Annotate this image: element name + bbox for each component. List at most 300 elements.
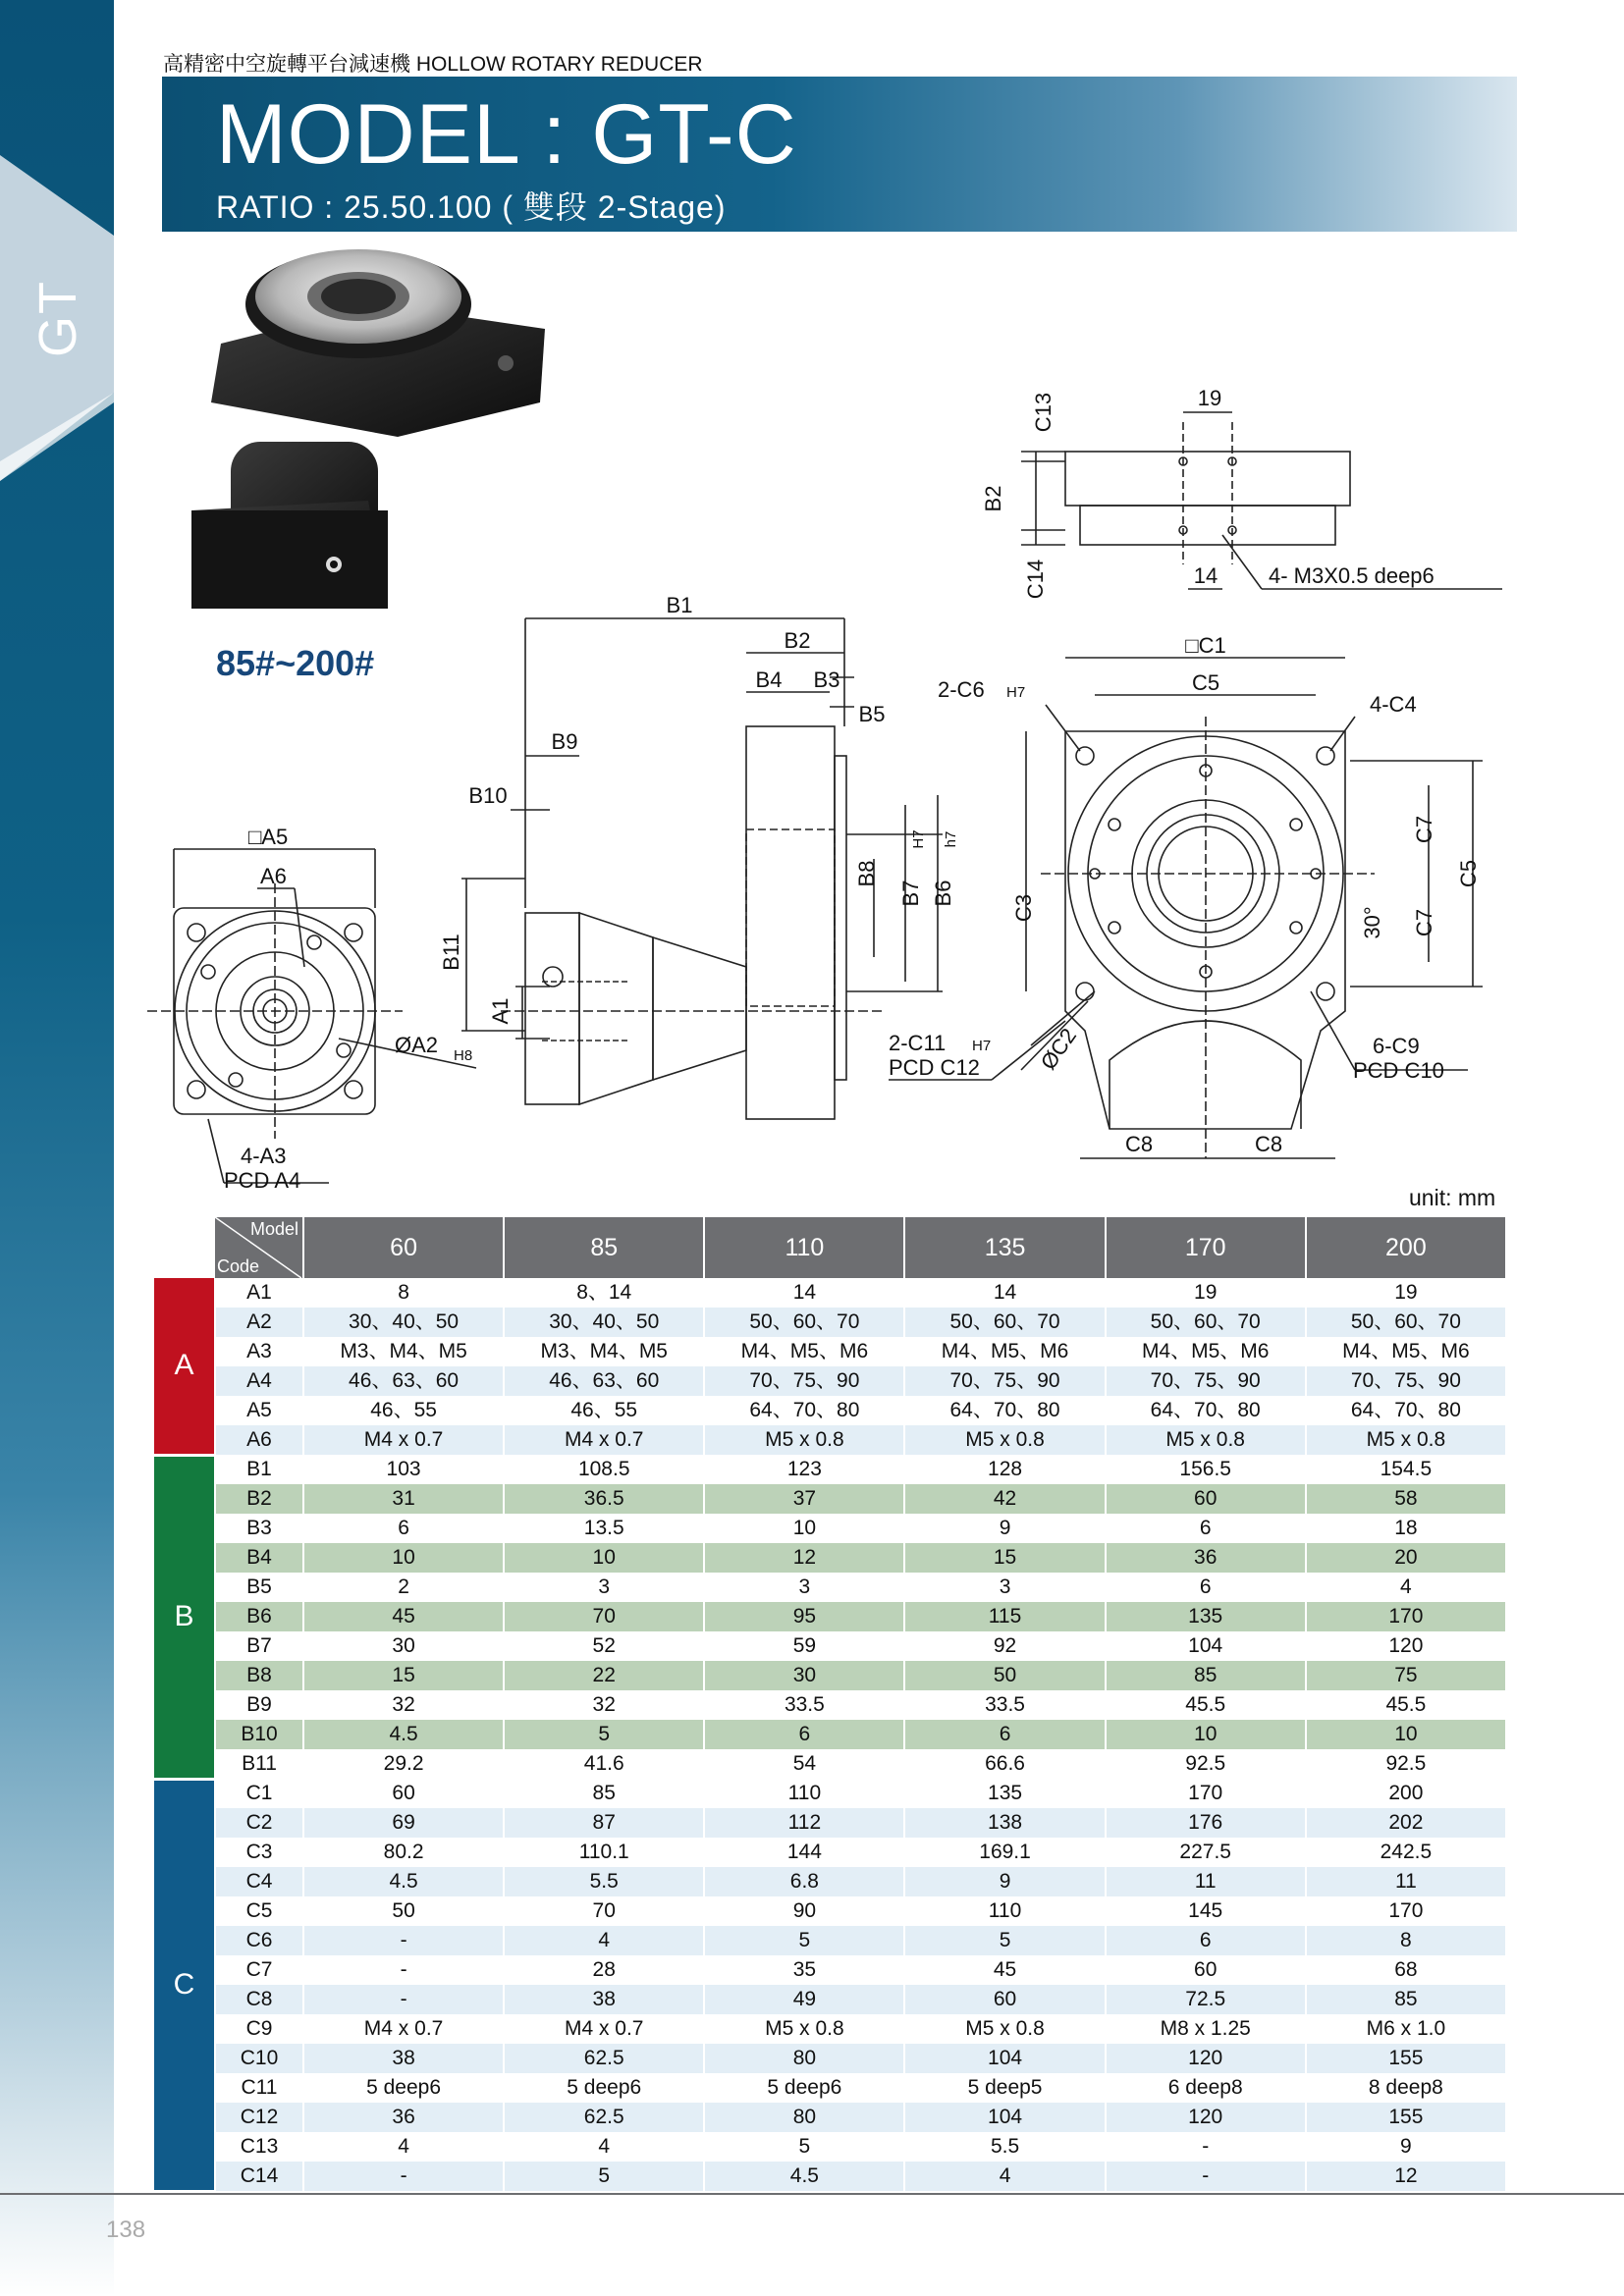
dim-a5-label: □A5 bbox=[248, 825, 289, 849]
row-code: B8 bbox=[215, 1661, 303, 1690]
header-corner bbox=[215, 1217, 303, 1278]
cell-value: 70、75、90 bbox=[704, 1366, 904, 1396]
cell-value: M5 x 0.8 bbox=[904, 1425, 1105, 1455]
cell-value: 45.5 bbox=[1106, 1690, 1306, 1720]
cell-value: 138 bbox=[904, 1808, 1105, 1838]
cell-value: 85 bbox=[1106, 1661, 1306, 1690]
header-blank bbox=[154, 1217, 215, 1278]
row-code: A3 bbox=[215, 1337, 303, 1366]
cell-value: 60 bbox=[1106, 1955, 1306, 1985]
cell-value: 176 bbox=[1106, 1808, 1306, 1838]
table-row bbox=[154, 1779, 1506, 1808]
cell-value: 92.5 bbox=[1306, 1749, 1506, 1779]
cell-value: 45 bbox=[303, 1602, 504, 1631]
cell-value: 170 bbox=[1306, 1602, 1506, 1631]
table-row bbox=[154, 2132, 1506, 2162]
right-view-labels bbox=[889, 633, 1481, 1156]
cell-value: 70、75、90 bbox=[1106, 1366, 1306, 1396]
corner-model-label: Model bbox=[249, 1219, 298, 1239]
cell-value: 6.8 bbox=[704, 1867, 904, 1896]
cell-value: M5 x 0.8 bbox=[1306, 1425, 1506, 1455]
cell-value: 115 bbox=[904, 1602, 1105, 1631]
row-code: A1 bbox=[215, 1278, 303, 1308]
cell-value: 4 bbox=[504, 2132, 704, 2162]
cell-value: 170 bbox=[1106, 1779, 1306, 1808]
dim-b11-label: B11 bbox=[439, 934, 463, 971]
cell-value: 3 bbox=[704, 1573, 904, 1602]
cell-value: 45 bbox=[904, 1955, 1105, 1985]
cell-value: 155 bbox=[1306, 2103, 1506, 2132]
dim-b7-label: B7 bbox=[898, 880, 923, 907]
cell-value: 92.5 bbox=[1106, 1749, 1306, 1779]
cell-value: M8 x 1.25 bbox=[1106, 2014, 1306, 2044]
cell-value: 70、75、90 bbox=[904, 1366, 1105, 1396]
cell-value: 3 bbox=[504, 1573, 704, 1602]
cell-value: 5 deep6 bbox=[504, 2073, 704, 2103]
table-row bbox=[154, 1867, 1506, 1896]
dim-c4-label: 4-C4 bbox=[1370, 692, 1417, 717]
cell-value: 8、14 bbox=[504, 1278, 704, 1308]
cell-value: 18 bbox=[1306, 1514, 1506, 1543]
cell-value: 85 bbox=[504, 1779, 704, 1808]
dim-c9-label: 6-C9 bbox=[1373, 1034, 1420, 1058]
row-code: B2 bbox=[215, 1484, 303, 1514]
table-header-row bbox=[154, 1217, 1506, 1278]
dim-c5-vertical-label: C5 bbox=[1456, 859, 1481, 888]
cell-value: 108.5 bbox=[504, 1455, 704, 1484]
table-row bbox=[154, 1337, 1506, 1366]
dim-c1-label: □C1 bbox=[1185, 633, 1226, 658]
cell-value: 14 bbox=[704, 1278, 904, 1308]
cell-value: 46、55 bbox=[504, 1396, 704, 1425]
table-row bbox=[154, 1366, 1506, 1396]
cell-value: 4 bbox=[303, 2132, 504, 2162]
cell-value: - bbox=[303, 2162, 504, 2191]
cell-value: 19 bbox=[1306, 1278, 1506, 1308]
cell-value: 42 bbox=[904, 1484, 1105, 1514]
cell-value: 33.5 bbox=[704, 1690, 904, 1720]
table-row bbox=[154, 1985, 1506, 2014]
cell-value: 66.6 bbox=[904, 1749, 1105, 1779]
cell-value: M4、M5、M6 bbox=[704, 1337, 904, 1366]
right-view bbox=[889, 658, 1483, 1158]
dim-c7-upper-label: C7 bbox=[1412, 815, 1436, 844]
model-title: MODEL : GT-C bbox=[216, 87, 797, 182]
dim-b1-label: B1 bbox=[666, 593, 693, 617]
col-header-110: 110 bbox=[704, 1217, 904, 1278]
cell-value: 6 bbox=[1106, 1514, 1306, 1543]
cell-value: 9 bbox=[1306, 2132, 1506, 2162]
cell-value: 29.2 bbox=[303, 1749, 504, 1779]
cell-value: 15 bbox=[303, 1661, 504, 1690]
cell-value: M5 x 0.8 bbox=[704, 2014, 904, 2044]
dim-b10-label: B10 bbox=[468, 783, 508, 808]
cell-value: 128 bbox=[904, 1455, 1105, 1484]
cell-value: 6 deep8 bbox=[1106, 2073, 1306, 2103]
cell-value: 5 deep6 bbox=[704, 2073, 904, 2103]
cell-value: 50、60、70 bbox=[1306, 1308, 1506, 1337]
cell-value: 5.5 bbox=[904, 2132, 1105, 2162]
cell-value: 22 bbox=[504, 1661, 704, 1690]
row-code: C13 bbox=[215, 2132, 303, 2162]
cell-value: 87 bbox=[504, 1808, 704, 1838]
row-code: C10 bbox=[215, 2044, 303, 2073]
unit-label: unit: mm bbox=[1409, 1185, 1496, 1210]
cell-value: 80 bbox=[704, 2044, 904, 2073]
tol-h8-label: H8 bbox=[454, 1047, 473, 1064]
dim-b9-label: B9 bbox=[551, 729, 578, 754]
angle-30-label: 30° bbox=[1360, 906, 1384, 939]
cell-value: 123 bbox=[704, 1455, 904, 1484]
spec-table bbox=[154, 1217, 1507, 2193]
cell-value: 8 deep8 bbox=[1306, 2073, 1506, 2103]
ratio-text: RATIO : 25.50.100 ( 雙段 2-Stage) bbox=[216, 189, 727, 225]
dim-c8-left-label: C8 bbox=[1124, 1132, 1154, 1156]
cell-value: 64、70、80 bbox=[1306, 1396, 1506, 1425]
col-header-135: 135 bbox=[904, 1217, 1105, 1278]
dim-a6-label: A6 bbox=[260, 864, 287, 888]
cell-value: M5 x 0.8 bbox=[704, 1425, 904, 1455]
tol-c6-label: H7 bbox=[1006, 684, 1026, 701]
cell-value: 32 bbox=[303, 1690, 504, 1720]
cell-value: 75 bbox=[1306, 1661, 1506, 1690]
dim-c2-label: ØC2 bbox=[1035, 1023, 1082, 1075]
cell-value: 110.1 bbox=[504, 1838, 704, 1867]
table-row bbox=[154, 2103, 1506, 2132]
cell-value: 120 bbox=[1106, 2103, 1306, 2132]
dim-c8-right-label: C8 bbox=[1254, 1132, 1283, 1156]
cell-value: - bbox=[303, 1955, 504, 1985]
cell-value: M6 x 1.0 bbox=[1306, 2014, 1506, 2044]
cell-value: 20 bbox=[1306, 1543, 1506, 1573]
cell-value: 8 bbox=[303, 1278, 504, 1308]
tol-c11-label: H7 bbox=[972, 1038, 992, 1054]
row-code: C14 bbox=[215, 2162, 303, 2191]
table-row bbox=[154, 1955, 1506, 1985]
row-code: A6 bbox=[215, 1425, 303, 1455]
cell-value: 4 bbox=[504, 1926, 704, 1955]
dim-c11-label: 2-C11 bbox=[889, 1031, 947, 1055]
cell-value: 242.5 bbox=[1306, 1838, 1506, 1867]
dim-b2-top-label: B2 bbox=[981, 485, 1005, 512]
cell-value: 46、55 bbox=[303, 1396, 504, 1425]
cell-value: 52 bbox=[504, 1631, 704, 1661]
cell-value: M5 x 0.8 bbox=[1106, 1425, 1306, 1455]
cell-value: - bbox=[303, 1985, 504, 2014]
cell-value: 85 bbox=[1306, 1985, 1506, 2014]
row-code: C1 bbox=[215, 1779, 303, 1808]
cell-value: 202 bbox=[1306, 1808, 1506, 1838]
row-code: C11 bbox=[215, 2073, 303, 2103]
cell-value: 72.5 bbox=[1106, 1985, 1306, 2014]
cell-value: 30 bbox=[303, 1631, 504, 1661]
dim-c3-label: C3 bbox=[1011, 893, 1036, 923]
dim-b5-label: B5 bbox=[858, 702, 886, 726]
cell-value: 5 bbox=[504, 1720, 704, 1749]
cell-value: 46、63、60 bbox=[504, 1366, 704, 1396]
cell-value: 120 bbox=[1106, 2044, 1306, 2073]
cell-value: 30、40、50 bbox=[504, 1308, 704, 1337]
row-code: C12 bbox=[215, 2103, 303, 2132]
cell-value: 8 bbox=[1306, 1926, 1506, 1955]
cell-value: 12 bbox=[1306, 2162, 1506, 2191]
cell-value: 70、75、90 bbox=[1306, 1366, 1506, 1396]
col-header-170: 170 bbox=[1106, 1217, 1306, 1278]
table-row bbox=[154, 1808, 1506, 1838]
dim-c6-label: 2-C6 bbox=[938, 677, 985, 702]
cell-value: 32 bbox=[504, 1690, 704, 1720]
cell-value: 70 bbox=[504, 1602, 704, 1631]
cell-value: M4、M5、M6 bbox=[904, 1337, 1105, 1366]
group-label-a: A bbox=[154, 1278, 215, 1455]
cell-value: 10 bbox=[704, 1514, 904, 1543]
cell-value: 46、63、60 bbox=[303, 1366, 504, 1396]
cell-value: 11 bbox=[1106, 1867, 1306, 1896]
table-row bbox=[154, 1455, 1506, 1484]
cell-value: 15 bbox=[904, 1543, 1105, 1573]
top-view-labels bbox=[981, 386, 1435, 599]
cell-value: 30、40、50 bbox=[303, 1308, 504, 1337]
row-code: C2 bbox=[215, 1808, 303, 1838]
cell-value: 5 bbox=[904, 1926, 1105, 1955]
cell-value: 155 bbox=[1306, 2044, 1506, 2073]
col-header-85: 85 bbox=[504, 1217, 704, 1278]
row-code: C4 bbox=[215, 1867, 303, 1896]
cell-value: 50、60、70 bbox=[704, 1308, 904, 1337]
col-header-60: 60 bbox=[303, 1217, 504, 1278]
table-row bbox=[154, 1896, 1506, 1926]
table-row bbox=[154, 1720, 1506, 1749]
cell-value: M3、M4、M5 bbox=[504, 1337, 704, 1366]
dim-b6-label: B6 bbox=[931, 880, 955, 907]
dim-c13-label: C13 bbox=[1031, 392, 1056, 433]
cell-value: 4 bbox=[904, 2162, 1105, 2191]
table-row bbox=[154, 1573, 1506, 1602]
cell-value: 6 bbox=[1106, 1573, 1306, 1602]
row-code: B6 bbox=[215, 1602, 303, 1631]
cell-value: 68 bbox=[1306, 1955, 1506, 1985]
cell-value: M4 x 0.7 bbox=[303, 2014, 504, 2044]
cell-value: 156.5 bbox=[1106, 1455, 1306, 1484]
row-code: C9 bbox=[215, 2014, 303, 2044]
cell-value: M4、M5、M6 bbox=[1106, 1337, 1306, 1366]
cell-value: 12 bbox=[704, 1543, 904, 1573]
table-row bbox=[154, 2073, 1506, 2103]
cell-value: 54 bbox=[704, 1749, 904, 1779]
cell-value: 135 bbox=[1106, 1602, 1306, 1631]
cell-value: 10 bbox=[303, 1543, 504, 1573]
cell-value: 38 bbox=[504, 1985, 704, 2014]
dim-a2-label: ØA2 bbox=[395, 1033, 439, 1057]
cell-value: 104 bbox=[904, 2103, 1105, 2132]
table-row bbox=[154, 1749, 1506, 1779]
cell-value: 200 bbox=[1306, 1779, 1506, 1808]
row-code: B3 bbox=[215, 1514, 303, 1543]
cell-value: 45.5 bbox=[1306, 1690, 1506, 1720]
front-view bbox=[147, 849, 476, 1183]
cell-value: 103 bbox=[303, 1455, 504, 1484]
cell-value: M4 x 0.7 bbox=[303, 1425, 504, 1455]
cell-value: 50 bbox=[303, 1896, 504, 1926]
table-body bbox=[154, 1278, 1506, 2191]
row-code: C7 bbox=[215, 1955, 303, 1985]
cell-value: 5 deep5 bbox=[904, 2073, 1105, 2103]
cell-value: M5 x 0.8 bbox=[904, 2014, 1105, 2044]
top-view bbox=[1021, 412, 1502, 589]
row-code: C8 bbox=[215, 1985, 303, 2014]
cell-value: 120 bbox=[1306, 1631, 1506, 1661]
dim-a3-label: 4-A3 bbox=[241, 1144, 287, 1168]
cell-value: 11 bbox=[1306, 1867, 1506, 1896]
cell-value: 2 bbox=[303, 1573, 504, 1602]
cell-value: 38 bbox=[303, 2044, 504, 2073]
table-row bbox=[154, 1602, 1506, 1631]
cell-value: M3、M4、M5 bbox=[303, 1337, 504, 1366]
cell-value: M4 x 0.7 bbox=[504, 1425, 704, 1455]
footer-line bbox=[0, 2193, 1624, 2195]
row-code: C6 bbox=[215, 1926, 303, 1955]
cell-value: 80 bbox=[704, 2103, 904, 2132]
cell-value: 4 bbox=[1306, 1573, 1506, 1602]
cell-value: 9 bbox=[904, 1514, 1105, 1543]
cell-value: 6 bbox=[1106, 1926, 1306, 1955]
row-code: B5 bbox=[215, 1573, 303, 1602]
cell-value: 5 deep6 bbox=[303, 2073, 504, 2103]
cell-value: 112 bbox=[704, 1808, 904, 1838]
cell-value: 64、70、80 bbox=[1106, 1396, 1306, 1425]
header-subtitle: 高精密中空旋轉平台減速機 HOLLOW ROTARY REDUCER bbox=[163, 53, 703, 76]
table-row bbox=[154, 2044, 1506, 2073]
dim-c10-label: PCD C10 bbox=[1353, 1058, 1444, 1083]
cell-value: 50 bbox=[904, 1661, 1105, 1690]
cell-value: 31 bbox=[303, 1484, 504, 1514]
cell-value: 4.5 bbox=[303, 1867, 504, 1896]
cell-value: 13.5 bbox=[504, 1514, 704, 1543]
table-row bbox=[154, 2014, 1506, 2044]
table-row bbox=[154, 1308, 1506, 1337]
row-code: B1 bbox=[215, 1455, 303, 1484]
cell-value: 92 bbox=[904, 1631, 1105, 1661]
cell-value: 36.5 bbox=[504, 1484, 704, 1514]
cell-value: 95 bbox=[704, 1602, 904, 1631]
table-row bbox=[154, 1396, 1506, 1425]
group-label-b: B bbox=[154, 1455, 215, 1779]
cell-value: 154.5 bbox=[1306, 1455, 1506, 1484]
cell-value: 10 bbox=[1306, 1720, 1506, 1749]
cell-value: 110 bbox=[904, 1896, 1105, 1926]
cell-value: 104 bbox=[904, 2044, 1105, 2073]
cell-value: 58 bbox=[1306, 1484, 1506, 1514]
cell-value: 3 bbox=[904, 1573, 1105, 1602]
table-row bbox=[154, 1661, 1506, 1690]
cell-value: 49 bbox=[704, 1985, 904, 2014]
dim-14-label: 14 bbox=[1193, 563, 1218, 588]
cell-value: M4、M5、M6 bbox=[1306, 1337, 1506, 1366]
row-code: B7 bbox=[215, 1631, 303, 1661]
cell-value: 30 bbox=[704, 1661, 904, 1690]
cell-value: 90 bbox=[704, 1896, 904, 1926]
cell-value: 70 bbox=[504, 1896, 704, 1926]
table-row bbox=[154, 1690, 1506, 1720]
tol-h7-upper-label: H7 bbox=[910, 829, 927, 849]
corner-code-label: Code bbox=[217, 1256, 260, 1276]
row-code: A5 bbox=[215, 1396, 303, 1425]
sidebar-label: GT bbox=[28, 280, 87, 358]
dim-b4-label: B4 bbox=[755, 667, 783, 692]
cell-value: 37 bbox=[704, 1484, 904, 1514]
cell-value: 33.5 bbox=[904, 1690, 1105, 1720]
cell-value: 50、60、70 bbox=[904, 1308, 1105, 1337]
cell-value: 6 bbox=[904, 1720, 1105, 1749]
cell-value: 28 bbox=[504, 1955, 704, 1985]
cell-value: 62.5 bbox=[504, 2103, 704, 2132]
dim-a4-label: PCD A4 bbox=[224, 1168, 301, 1193]
range-label: 85#~200# bbox=[216, 643, 375, 683]
cell-value: 169.1 bbox=[904, 1838, 1105, 1867]
row-code: A4 bbox=[215, 1366, 303, 1396]
table-row bbox=[154, 2162, 1506, 2191]
cell-value: 4.5 bbox=[704, 2162, 904, 2191]
cell-value: 104 bbox=[1106, 1631, 1306, 1661]
cell-value: 69 bbox=[303, 1808, 504, 1838]
cell-value: 60 bbox=[303, 1779, 504, 1808]
cell-value: 5 bbox=[504, 2162, 704, 2191]
cell-value: 80.2 bbox=[303, 1838, 504, 1867]
row-code: C3 bbox=[215, 1838, 303, 1867]
row-code: B11 bbox=[215, 1749, 303, 1779]
cell-value: 14 bbox=[904, 1278, 1105, 1308]
table-row bbox=[154, 1514, 1506, 1543]
front-view-labels bbox=[224, 825, 472, 1193]
cell-value: 64、70、80 bbox=[704, 1396, 904, 1425]
dim-c5-label: C5 bbox=[1191, 670, 1220, 695]
dim-19-label: 19 bbox=[1197, 386, 1222, 410]
row-code: C5 bbox=[215, 1896, 303, 1926]
cell-value: 145 bbox=[1106, 1896, 1306, 1926]
cell-value: 9 bbox=[904, 1867, 1105, 1896]
cell-value: 50、60、70 bbox=[1106, 1308, 1306, 1337]
cell-value: - bbox=[1106, 2162, 1306, 2191]
cell-value: 35 bbox=[704, 1955, 904, 1985]
table-row bbox=[154, 1484, 1506, 1514]
cell-value: - bbox=[1106, 2132, 1306, 2162]
table-row bbox=[154, 1838, 1506, 1867]
cell-value: 10 bbox=[1106, 1720, 1306, 1749]
row-code: B4 bbox=[215, 1543, 303, 1573]
dim-b8-label: B8 bbox=[854, 860, 879, 887]
dim-b3-label: B3 bbox=[813, 667, 840, 692]
cell-value: 144 bbox=[704, 1838, 904, 1867]
cell-value: 19 bbox=[1106, 1278, 1306, 1308]
hole-note-label: 4- M3X0.5 deep6 bbox=[1269, 563, 1435, 588]
cell-value: 62.5 bbox=[504, 2044, 704, 2073]
row-code: B9 bbox=[215, 1690, 303, 1720]
table-row bbox=[154, 1425, 1506, 1455]
cell-value: 227.5 bbox=[1106, 1838, 1306, 1867]
page-number: 138 bbox=[106, 2216, 146, 2243]
cell-value: 170 bbox=[1306, 1896, 1506, 1926]
cell-value: 110 bbox=[704, 1779, 904, 1808]
cell-value: 5.5 bbox=[504, 1867, 704, 1896]
cell-value: - bbox=[303, 1926, 504, 1955]
cell-value: 6 bbox=[704, 1720, 904, 1749]
cell-value: 135 bbox=[904, 1779, 1105, 1808]
cell-value: 5 bbox=[704, 2132, 904, 2162]
cell-value: 6 bbox=[303, 1514, 504, 1543]
side-view-labels bbox=[439, 593, 959, 1024]
col-header-200: 200 bbox=[1306, 1217, 1506, 1278]
cell-value: 60 bbox=[904, 1985, 1105, 2014]
